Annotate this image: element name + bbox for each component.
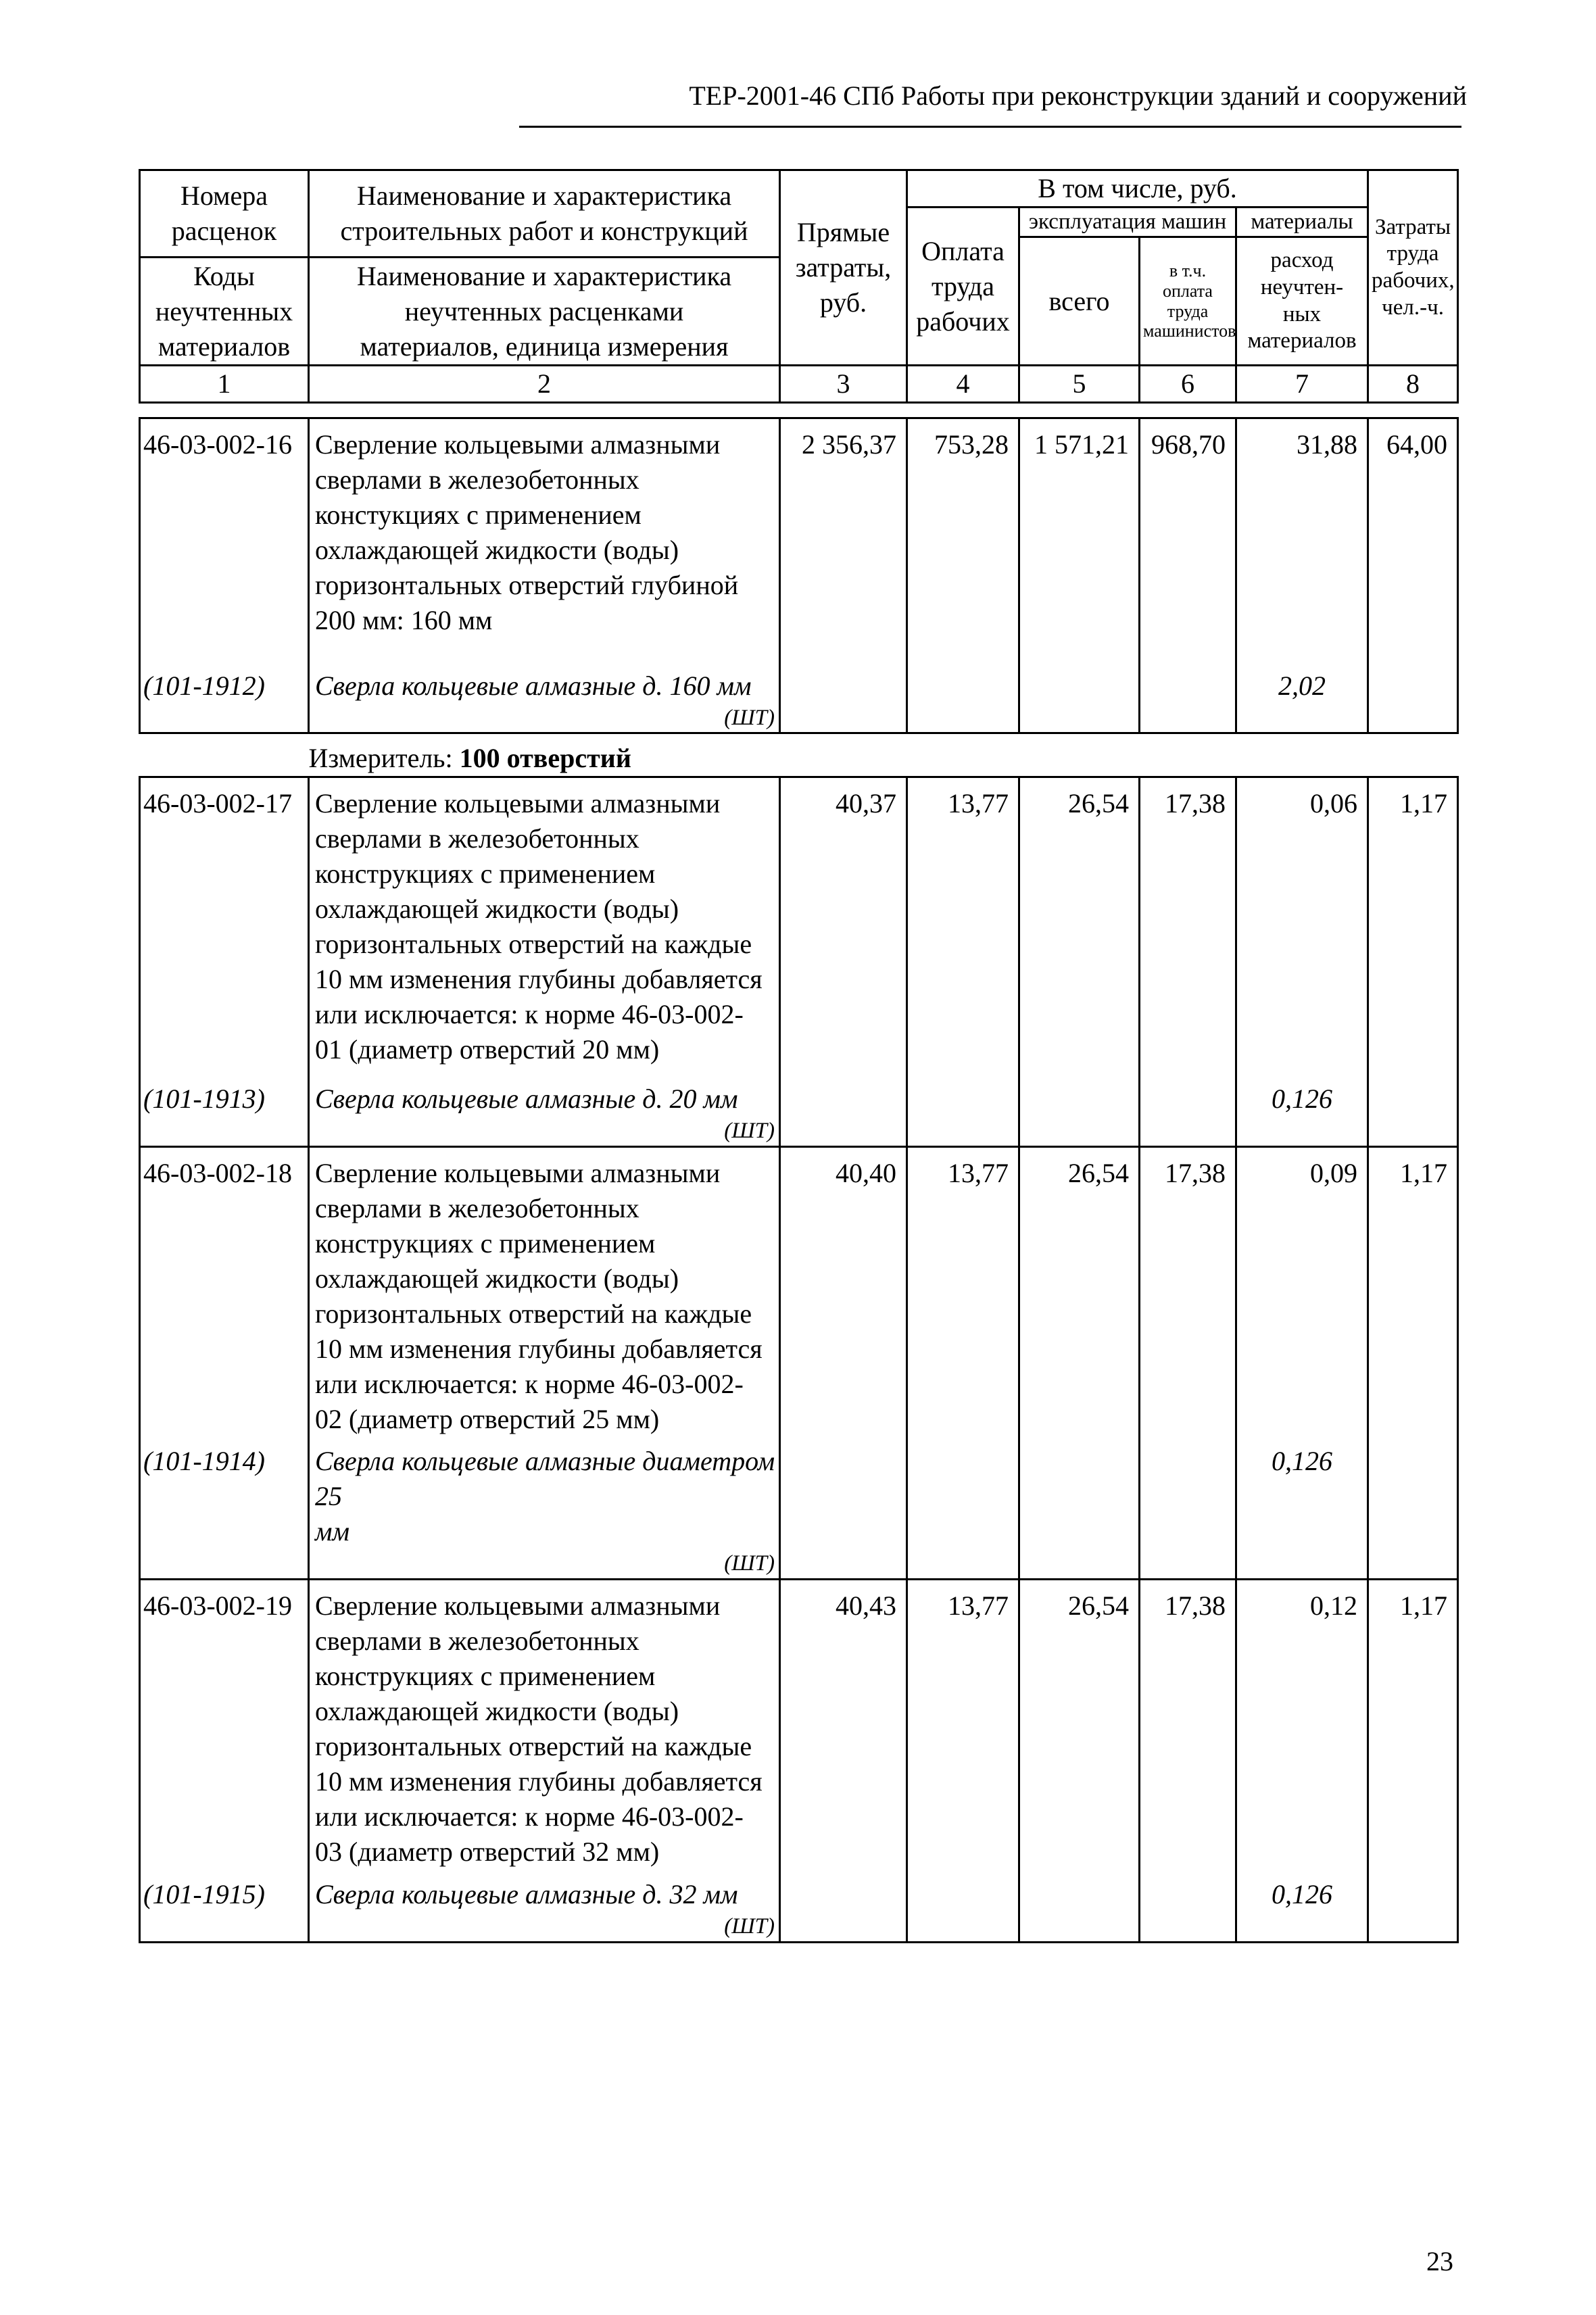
header-line: Прямые bbox=[796, 217, 890, 247]
header-line: руб. bbox=[819, 287, 867, 318]
header-line: Наименование и характеристика bbox=[356, 260, 732, 291]
empty-cell bbox=[1140, 668, 1236, 733]
column-number-1: 1 bbox=[140, 366, 309, 403]
header-line: материалов bbox=[1247, 328, 1357, 354]
meter-label bbox=[309, 733, 1458, 777]
table-row bbox=[140, 777, 1458, 1081]
material-name bbox=[309, 1081, 780, 1146]
rate-code: 46-03-002-17 bbox=[140, 777, 309, 1081]
header-line: затраты, bbox=[795, 252, 892, 283]
header-line: Затраты bbox=[1375, 214, 1451, 239]
material-unit: (ШТ) bbox=[724, 1118, 775, 1143]
column-number-2: 2 bbox=[309, 366, 780, 403]
description-line: сверлами в железобетонных bbox=[315, 1626, 639, 1657]
empty-cell bbox=[780, 668, 907, 733]
empty-cell bbox=[780, 1444, 907, 1579]
header-line: неучтен- bbox=[1260, 274, 1344, 299]
header-line: строительных работ и конструкций bbox=[340, 216, 748, 246]
labor-hours: 1,17 bbox=[1368, 777, 1458, 1081]
material-code: (101-1913) bbox=[140, 1081, 309, 1146]
header-line: труда bbox=[1167, 301, 1209, 321]
header-line: Коды bbox=[193, 260, 255, 291]
empty-cell bbox=[1019, 1444, 1140, 1579]
rate-code: 46-03-002-19 bbox=[140, 1580, 309, 1877]
header-line: неучтенных расценками bbox=[404, 295, 684, 326]
header-material-consumption bbox=[1236, 237, 1368, 366]
page-number: 23 bbox=[1426, 2246, 1453, 2276]
labor-pay: 753,28 bbox=[907, 418, 1019, 668]
header-machinists-pay bbox=[1140, 237, 1236, 366]
header-line: неучтенных bbox=[155, 295, 293, 326]
header-line: расценок bbox=[171, 216, 277, 246]
machinists-pay: 17,38 bbox=[1140, 777, 1236, 1081]
materials: 0,09 bbox=[1236, 1146, 1368, 1444]
empty-cell bbox=[1140, 1081, 1236, 1146]
description-line: или исключается: к норме 46-03-002- bbox=[315, 999, 744, 1030]
header-line: оплата bbox=[1163, 281, 1213, 301]
description-line: 03 (диаметр отверстий 32 мм) bbox=[315, 1836, 660, 1868]
column-number-6: 6 bbox=[1140, 366, 1236, 403]
description-line: 02 (диаметр отверстий 25 мм) bbox=[315, 1403, 660, 1434]
machinists-pay: 17,38 bbox=[1140, 1146, 1236, 1444]
labor-hours: 1,17 bbox=[1368, 1146, 1458, 1444]
description-line: 10 мм изменения глубины добавляется bbox=[315, 1766, 763, 1797]
empty-cell bbox=[1368, 1877, 1458, 1942]
machines-total: 26,54 bbox=[1019, 1146, 1140, 1444]
material-unit: (ШТ) bbox=[724, 1914, 775, 1939]
empty-cell bbox=[1019, 1877, 1140, 1942]
description-line: конструкциях с применением bbox=[315, 1661, 656, 1692]
material-consumption: 0,126 bbox=[1236, 1081, 1368, 1146]
header-line: материалов, единица измерения bbox=[360, 331, 729, 362]
material-code: (101-1915) bbox=[140, 1877, 309, 1942]
direct-costs: 2 356,37 bbox=[780, 418, 907, 668]
description-line: горизонтальных отверстий на каждые bbox=[315, 929, 752, 960]
header-rule bbox=[519, 126, 1461, 128]
header-direct-costs bbox=[780, 170, 907, 366]
material-name-line: Сверла кольцевые алмазные д. 32 мм bbox=[315, 1878, 738, 1909]
header-line: материалов bbox=[158, 331, 291, 362]
empty-cell bbox=[1368, 668, 1458, 733]
column-number-4: 4 bbox=[907, 366, 1019, 403]
material-row bbox=[140, 1877, 1458, 1942]
header-labor-hours bbox=[1368, 170, 1458, 366]
description-line: горизонтальных отверстий на каждые bbox=[315, 1298, 752, 1329]
description-line: сверлами в железобетонных bbox=[315, 823, 639, 854]
header-name-top bbox=[309, 170, 780, 258]
column-number-7: 7 bbox=[1236, 366, 1368, 403]
rate-description bbox=[309, 1146, 780, 1444]
empty-cell bbox=[1140, 1877, 1236, 1942]
materials: 0,12 bbox=[1236, 1580, 1368, 1877]
header-machines: эксплуатация машин bbox=[1019, 208, 1236, 237]
material-row bbox=[140, 668, 1458, 733]
description-line: или исключается: к норме 46-03-002- bbox=[315, 1801, 744, 1832]
description-line: Сверление кольцевыми алмазными bbox=[315, 1590, 721, 1622]
machines-total: 26,54 bbox=[1019, 777, 1140, 1081]
header-line: труда bbox=[1386, 241, 1439, 266]
labor-pay: 13,77 bbox=[907, 777, 1019, 1081]
material-name-line: Сверла кольцевые алмазные д. 160 мм bbox=[315, 670, 752, 701]
description-line: сверлами в железобетонных bbox=[315, 1192, 639, 1223]
header-line: рабочих, bbox=[1372, 268, 1455, 293]
header-machines-total: всего bbox=[1019, 237, 1140, 366]
description-line: 200 мм: 160 мм bbox=[315, 605, 493, 635]
header-line: ных bbox=[1282, 301, 1322, 326]
meter-spacer bbox=[140, 733, 309, 777]
description-line: сверлами в железобетонных bbox=[315, 464, 639, 495]
material-row bbox=[140, 1444, 1458, 1579]
description-line: 10 мм изменения глубины добавляется bbox=[315, 964, 763, 995]
materials: 0,06 bbox=[1236, 777, 1368, 1081]
material-name bbox=[309, 668, 780, 733]
header-labor-pay bbox=[907, 208, 1019, 366]
table-header bbox=[139, 169, 1457, 399]
empty-cell bbox=[907, 668, 1019, 733]
header-line: труда bbox=[931, 270, 995, 301]
material-consumption: 2,02 bbox=[1236, 668, 1368, 733]
empty-cell bbox=[907, 1444, 1019, 1579]
empty-cell bbox=[1019, 1081, 1140, 1146]
material-code: (101-1914) bbox=[140, 1444, 309, 1579]
description-line: Сверление кольцевыми алмазными bbox=[315, 1157, 721, 1188]
column-number-8: 8 bbox=[1368, 366, 1458, 403]
table-row bbox=[140, 418, 1458, 668]
empty-cell bbox=[1368, 1081, 1458, 1146]
header-line: Оплата bbox=[921, 235, 1005, 266]
description-line: Сверление кольцевыми алмазными bbox=[315, 429, 721, 460]
header-line: рабочих bbox=[916, 306, 1010, 337]
material-unit: (ШТ) bbox=[724, 1551, 775, 1576]
machinists-pay: 968,70 bbox=[1140, 418, 1236, 668]
column-number-3: 3 bbox=[780, 366, 907, 403]
rate-description bbox=[309, 777, 780, 1081]
rates-table bbox=[139, 417, 1457, 1939]
column-number-5: 5 bbox=[1019, 366, 1140, 403]
header-codes-bottom bbox=[140, 258, 309, 366]
description-line: или исключается: к норме 46-03-002- bbox=[315, 1368, 744, 1399]
machines-total: 1 571,21 bbox=[1019, 418, 1140, 668]
empty-cell bbox=[780, 1081, 907, 1146]
header-codes-top bbox=[140, 170, 309, 258]
labor-pay: 13,77 bbox=[907, 1580, 1019, 1877]
rate-code: 46-03-002-18 bbox=[140, 1146, 309, 1444]
description-line: охлаждающей жидкости (воды) bbox=[315, 1263, 679, 1294]
description-line: 01 (диаметр отверстий 20 мм) bbox=[315, 1034, 660, 1065]
material-name-line: мм bbox=[315, 1516, 350, 1547]
rate-code: 46-03-002-16 bbox=[140, 418, 309, 668]
header-line: в т.ч. bbox=[1169, 260, 1207, 281]
material-name bbox=[309, 1877, 780, 1942]
material-name-line: Сверла кольцевые алмазные д. 20 мм bbox=[315, 1083, 738, 1114]
description-line: охлаждающей жидкости (воды) bbox=[315, 894, 679, 925]
description-line: Сверление кольцевыми алмазными bbox=[315, 788, 721, 819]
description-line: охлаждающей жидкости (воды) bbox=[315, 1696, 679, 1727]
empty-cell bbox=[907, 1877, 1019, 1942]
header-group: В том числе, руб. bbox=[907, 170, 1368, 208]
material-consumption: 0,126 bbox=[1236, 1444, 1368, 1579]
direct-costs: 40,43 bbox=[780, 1580, 907, 1877]
description-line: 10 мм изменения глубины добавляется bbox=[315, 1333, 763, 1364]
description-line: горизонтальных отверстий глубиной bbox=[315, 570, 739, 600]
empty-cell bbox=[1368, 1444, 1458, 1579]
header-materials: материалы bbox=[1236, 208, 1368, 237]
machines-total: 26,54 bbox=[1019, 1580, 1140, 1877]
table-row bbox=[140, 1580, 1458, 1877]
meter-value: 100 отверстий bbox=[459, 743, 631, 774]
labor-hours: 1,17 bbox=[1368, 1580, 1458, 1877]
header-name-bottom bbox=[309, 258, 780, 366]
description-line: констукциях с применением bbox=[315, 499, 642, 530]
meter-label-text: Измеритель: bbox=[308, 743, 460, 774]
header-line: машинистов bbox=[1143, 321, 1236, 341]
machinists-pay: 17,38 bbox=[1140, 1580, 1236, 1877]
header-line: Наименование и характеристика bbox=[356, 180, 732, 211]
empty-cell bbox=[1140, 1444, 1236, 1579]
direct-costs: 40,37 bbox=[780, 777, 907, 1081]
material-name bbox=[309, 1444, 780, 1579]
direct-costs: 40,40 bbox=[780, 1146, 907, 1444]
document-title: ТЕР-2001-46 СПб Работы при реконструкции зданий и сооружений bbox=[689, 80, 1467, 111]
description-line: охлаждающей жидкости (воды) bbox=[315, 535, 679, 565]
material-name-line: Сверла кольцевые алмазные диаметром 25 bbox=[315, 1446, 775, 1512]
header-line: чел.-ч. bbox=[1382, 295, 1444, 320]
description-line: конструкциях с применением bbox=[315, 858, 656, 890]
header-line: расход bbox=[1270, 248, 1334, 273]
material-code: (101-1912) bbox=[140, 668, 309, 733]
material-row bbox=[140, 1081, 1458, 1146]
labor-hours: 64,00 bbox=[1368, 418, 1458, 668]
description-line: горизонтальных отверстий на каждые bbox=[315, 1731, 752, 1762]
empty-cell bbox=[907, 1081, 1019, 1146]
empty-cell bbox=[780, 1877, 907, 1942]
materials: 31,88 bbox=[1236, 418, 1368, 668]
description-line: конструкциях с применением bbox=[315, 1227, 656, 1259]
table-row bbox=[140, 1146, 1458, 1444]
material-unit: (ШТ) bbox=[724, 705, 775, 730]
material-consumption: 0,126 bbox=[1236, 1877, 1368, 1942]
labor-pay: 13,77 bbox=[907, 1146, 1019, 1444]
rate-description bbox=[309, 418, 780, 668]
rate-description bbox=[309, 1580, 780, 1877]
empty-cell bbox=[1019, 668, 1140, 733]
header-line: Номера bbox=[180, 180, 268, 211]
